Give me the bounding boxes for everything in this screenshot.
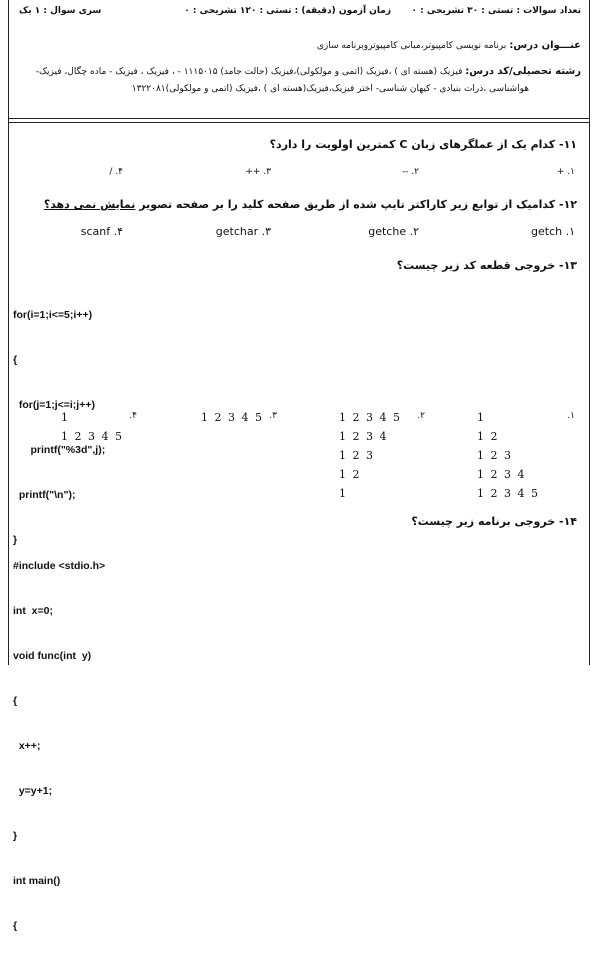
q13-option-2-number[interactable]: .۲ xyxy=(417,411,425,421)
field-label: رشته تحصیلی/کد درس: xyxy=(465,66,581,77)
q13-option-2[interactable] xyxy=(339,408,401,503)
question-series: سری سوال : ۱ یک xyxy=(19,6,102,16)
q12-text xyxy=(44,198,577,211)
q14-text: ۱۴- خروجی برنامه زیر چیست؟ xyxy=(411,515,577,528)
exam-header xyxy=(9,0,589,118)
code-line: int x=0; xyxy=(13,605,53,617)
option-line: 1 2 3 4 xyxy=(477,468,526,481)
exam-page xyxy=(8,0,590,932)
code-line: printf("%3d",j); xyxy=(13,444,106,456)
code-line: printf("\n"); xyxy=(13,489,76,501)
header-divider-2 xyxy=(9,122,589,123)
q13-text: ۱۳- خروجی قطعه کد زیر چیست؟ xyxy=(396,259,577,272)
field-line-1: فیزیک (هسته ای ) ،فیزیک (اتمی و مولکولی)،فیزیک (حالت جامد) ۱۱۱۵۰۱۵ - ، فیزیک ، فیزیک - ماده چگال، فیزیک- xyxy=(35,67,463,77)
exam-time: زمان آزمون (دقیقه) : تستی : ۱۲۰ تشریحی : ۰ xyxy=(184,6,391,16)
field-line-2: هواشناسی ،ذرات بنیادی - کیهان شناسی- اختر فیزیک،فیزیک(هسته ای ) ،فیزیک (اتمی و مولکولی)۱۳۲۲۰۸۱ xyxy=(131,84,529,94)
code-line: for(j=1;j<=i;j++) xyxy=(13,399,95,411)
code-line: } xyxy=(13,534,18,546)
option-line: 1 2 3 4 xyxy=(339,430,388,443)
q12-option-3[interactable]: getchar .۳ xyxy=(215,225,271,238)
code-line: { xyxy=(13,920,18,932)
option-line: 1 2 xyxy=(477,430,499,443)
q11-text: ۱۱- کدام یک از عملگرهای زبان C کمترین اولویت را دارد؟ xyxy=(269,138,577,151)
q11-option-2[interactable]: ۲. -- xyxy=(401,167,419,177)
option-line: 1 2 3 4 5 xyxy=(477,487,540,500)
field-row xyxy=(36,66,581,77)
q13-option-1[interactable] xyxy=(477,408,539,503)
option-line: 1 2 3 4 5 xyxy=(201,411,264,424)
code-line: int main() xyxy=(13,875,61,887)
code-line: y=y+1; xyxy=(13,785,53,797)
option-line: 1 xyxy=(61,411,70,424)
option-line: 1 2 3 4 5 xyxy=(339,411,402,424)
course-title-row xyxy=(317,40,581,51)
code-line: { xyxy=(13,354,18,366)
q11-option-3[interactable]: ۳. ++ xyxy=(245,167,271,177)
question-count: تعداد سوالات : تستی : ۳۰ تشریحی : ۰ xyxy=(411,6,581,16)
code-line: void func(int y) xyxy=(13,650,92,662)
code-line: } xyxy=(13,830,18,842)
course-title: برنامه نویسی کامپیوتر،مبانی کامپیوتروبرنامه سازی xyxy=(316,41,507,51)
q12-option-4[interactable]: scanf .۴ xyxy=(80,225,123,238)
q13-option-1-number[interactable]: .۱ xyxy=(567,411,575,421)
q13-option-4-number[interactable]: .۴ xyxy=(129,411,137,421)
q12-option-1[interactable]: getch .۱ xyxy=(531,225,575,238)
option-line: 1 xyxy=(477,411,486,424)
option-line: 1 2 3 xyxy=(339,449,375,462)
q13-option-3[interactable] xyxy=(201,408,263,427)
code-line: #include <stdio.h> xyxy=(13,560,106,572)
q11-option-1[interactable]: ۱. + xyxy=(556,167,575,177)
code-line: for(i=1;i<=5;i++) xyxy=(13,309,93,321)
q14-code-block xyxy=(13,529,105,964)
code-line: x++; xyxy=(13,740,41,752)
option-line: 1 2 3 xyxy=(477,449,513,462)
code-line: { xyxy=(13,695,18,707)
option-line: 1 2 3 4 5 xyxy=(61,430,124,443)
q12-text-underlined: نمایش نمی دهد؟ xyxy=(43,198,136,211)
q13-option-4[interactable] xyxy=(61,408,123,446)
option-line: 1 2 xyxy=(339,468,361,481)
course-title-label: عنـــوان درس: xyxy=(509,40,581,51)
q11-option-4[interactable]: ۴. / xyxy=(109,167,123,177)
q12-option-2[interactable]: getche .۲ xyxy=(368,225,419,238)
q12-text-main: ۱۲- کدامیک از توابع زیر کاراکتر تایپ شده از طریق صفحه کلید را بر صفحه تصویر xyxy=(135,198,577,211)
q13-option-3-number[interactable]: .۳ xyxy=(269,411,277,421)
header-divider xyxy=(9,118,589,119)
option-line: 1 xyxy=(339,487,348,500)
